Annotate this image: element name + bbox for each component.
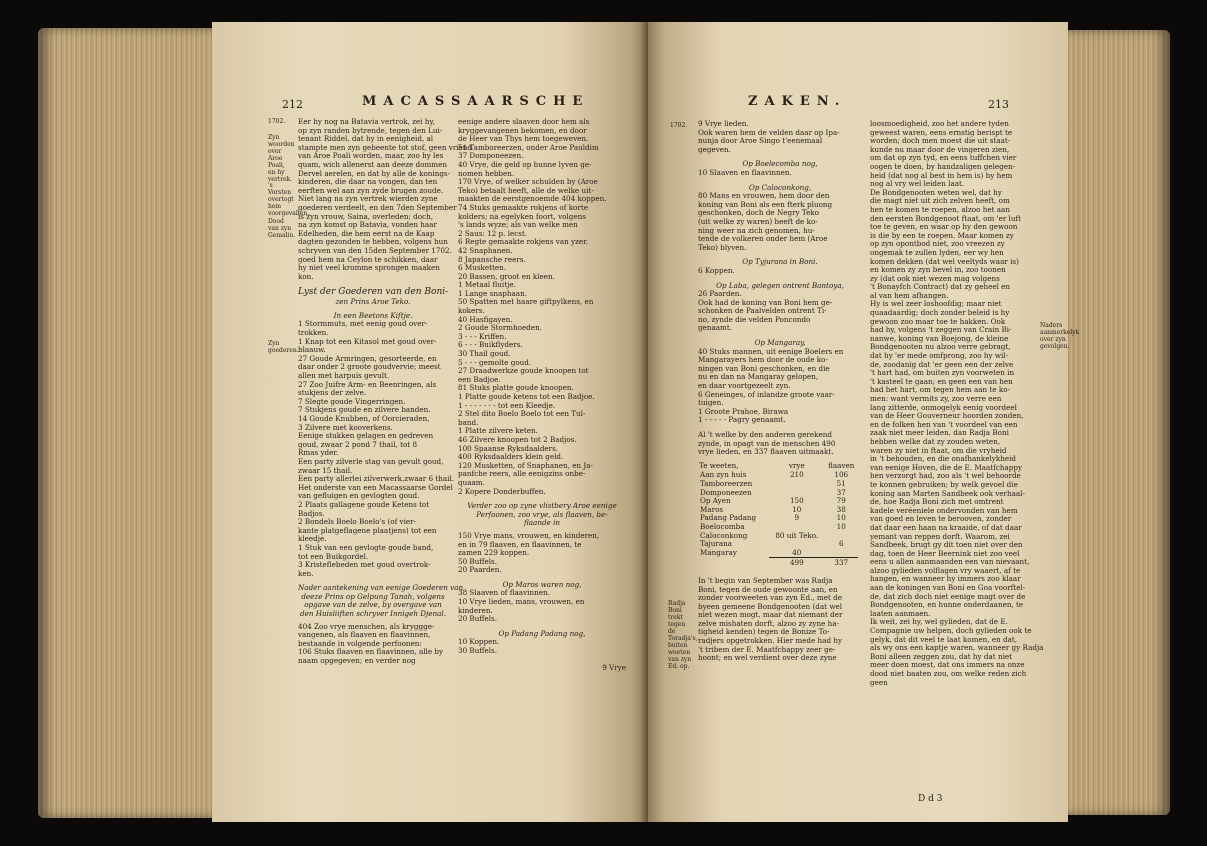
text-line: Teko) betaalt heeft, alle de welke uit- [458, 185, 594, 195]
text-line: 27 Goude Armringen, gesorteerde, en [298, 353, 437, 363]
text-line: 1 - - - - - - - tot een Kleedje. [458, 400, 556, 410]
text-line: allen met harpuis gevult. [298, 371, 390, 381]
text-line: 1 Stormmuts, met eenig goud over- [298, 319, 428, 329]
text-line: Bondgenooten, en hunne onderdaanen, te [870, 600, 1024, 610]
text-line: 't tribem der E. Maatfchappy zeer ge- [698, 644, 836, 654]
text-line: nog al vry wel leiden laat. [870, 179, 965, 189]
text-line: en daar voortgezeelt zyn. [698, 381, 791, 391]
text-line: 6 - - - Buikflyders. [458, 340, 523, 350]
subheading-tyjurana: Op Tyjurana in Boni. [742, 257, 818, 267]
text-line: nunja door Aroe Singo t'eenemaal [698, 136, 823, 146]
text-line: 2 Goude Stormhoeden. [458, 323, 543, 333]
table-cell [825, 549, 858, 558]
table-cell: 37 [836, 487, 846, 497]
text-line: stukjens der zelve. [298, 388, 367, 398]
text-line: 404 Zoo vrye menschen, als kryggge- [298, 621, 435, 631]
text-line: 2 Kopere Donderbuffen. [458, 486, 546, 496]
text-line: 51 Tamboreerzen, onder Aroe Pauldim [458, 142, 599, 152]
text-line: zynde, in opagt van de menschen 490 [698, 438, 836, 448]
subheading-laba: Op Laba, gelegen ontrent Bantoya, [716, 280, 844, 290]
text-line: tigheid kenden) tegen de Bonize To- [698, 627, 830, 637]
text-line: gelyk, dat dit veel te laat komen, en dat, [870, 634, 1018, 644]
text-line: 3 - - - Kriffen. [458, 331, 507, 341]
right-margin-year: 1702. [670, 122, 688, 129]
margin-note-2: 's Vorsten overtogt hem voorgevallen. [268, 182, 310, 217]
right-page [648, 22, 1080, 822]
text-line: 's lands wyze; als van welke men [458, 220, 578, 230]
text-line: 20 Paarden. [458, 565, 502, 575]
text-line: Eer hy nog na Batavia vertrok, zei hy, [298, 117, 435, 126]
text-line: Ook waren hem de velden daar op Ipa- [698, 127, 840, 137]
right-column-2 [870, 119, 1044, 687]
text-line: ongemak te zullen lyden, eer wy hen [870, 247, 1004, 257]
text-line: daar onder 2 groote goudvervie; meest [298, 362, 441, 372]
text-line: kryggevangenen bekomen, en door [458, 125, 587, 135]
table-row [698, 549, 858, 558]
text-line: Al 't welke by den anderen gerekend [698, 430, 832, 439]
text-line: 40 Hasfigayen. [458, 314, 513, 324]
text-line: 1 Knap tot een Kitasol met goud over- [298, 336, 437, 346]
text-line: laaten aanmaen. [870, 608, 931, 618]
text-line: gewoon zoo maar toe te hakken. Ook [870, 316, 1006, 326]
text-line: kunde nu maar door de vingeren zien, [870, 144, 1010, 154]
text-line: Edelheden, die hem eerst na de Kaap [298, 228, 435, 238]
text-line: quaam. [458, 477, 485, 487]
text-line: 1 Metaal fluitje. [458, 280, 516, 290]
text-line: vangenen, als flaaven en flaavinnen, [298, 630, 431, 640]
table-cell: 51 [836, 478, 846, 488]
margin-note-radja: Radja Boni trekt tegen de Toradja's, buiten weeten van zyn Ed. op. [668, 600, 698, 670]
text-line: 1 Platte zilvere keten. [458, 426, 538, 436]
text-line: had het hart, om tegen hem aan te ko- [870, 385, 1011, 395]
text-line: 106 Stuks flaaven en flaavinnen, alle by [298, 647, 444, 657]
text-line: hen te komen te roepen, alzoo het aan [870, 204, 1010, 214]
text-line: lang zitterde, onmogelyk eenig voordeel [870, 402, 1017, 412]
text-line: zy (dat ook niet wezen mag volgens [870, 273, 1000, 283]
text-line: 6 Musketten. [458, 263, 507, 273]
text-line: Teko) blyven. [698, 242, 747, 252]
text-line: niet wezen mogt, maar dat niemant der [698, 610, 843, 620]
table-cell: 150 [789, 496, 804, 506]
text-line: 5 - - - gemolte goud. [458, 357, 532, 367]
text-line: zaak niet meer leiden, dan Radja Boni [870, 428, 1009, 438]
text-line: byeen gemeene Bondgenooten (dat wel [698, 601, 843, 611]
text-line: 6 Regte gemaakte rokjens van yzer. [458, 237, 589, 247]
text-line: 20 Bassen, groot en kleen. [458, 271, 555, 281]
text-line: geweest waren, eens ernstig berispt te [870, 127, 1013, 137]
text-line: oogen te doen, by handzaligen gelegen- [870, 161, 1016, 171]
table-cell: 10 [836, 513, 846, 523]
text-line: men: want vermits zy, zoo verre een [870, 394, 1002, 403]
text-line: zonder voorweeten van zyn Ed., met de [698, 593, 843, 603]
text-line: Ook had de koning van Boni hem ge- [698, 297, 833, 307]
text-line: In 't begin van September was Radja [698, 575, 833, 585]
text-line: 40 Stuks mannen, uit eenige Boelers en [698, 346, 844, 356]
text-line: panfche reers, alle eenigzins onbe- [458, 469, 586, 479]
text-line: worden; doch men moest die uit staat- [870, 136, 1011, 146]
text-line: quaadaardig; doch zonder beleid is hy [870, 308, 1010, 318]
text-line: dag, toen de Heer Beernink niet zoo veel [870, 548, 1020, 558]
table-cell: Caloconkong [700, 530, 748, 540]
text-line: 2 Saus: 12 p. lecst. [458, 228, 528, 238]
text-line: 't hart had, om buiten zyn voorweten in [870, 368, 1015, 378]
text-line: van de Heer Gouverneur hoorden zonden, [870, 411, 1024, 421]
table-cell [769, 480, 824, 489]
table-cell: Tamboreerzen [700, 478, 753, 488]
text-line: den eersten Bondgenoot ftaat, om 'er luft [870, 213, 1022, 223]
subheading-maros: Op Maros waren nog, [502, 579, 582, 589]
subheading-kiftje: In een Beetons Kiftje. [333, 310, 413, 320]
table-cell: 38 [836, 504, 846, 514]
subheading-ayen-1: Verder zoo op zyne vlistbery Aroe eenige [467, 501, 617, 511]
note-heading-line-2: deeze Prins op Gelpung Tanah, volgens [301, 591, 445, 601]
signature-mark: D d 3 [918, 794, 943, 804]
margin-note-1: Zyn woorden over Aroe Poali, en hy vertrek. [268, 134, 295, 183]
text-line: nanwe, koning van Boejong, de kleine [870, 333, 1009, 343]
margin-year: 1702. [268, 118, 286, 125]
text-line: 't kasteel te gaan; en geen een van hen [870, 376, 1013, 386]
text-line: en komen zy zyn bevel in, zoo toonen [870, 265, 1006, 275]
text-line: 20 Buffels. [458, 614, 497, 624]
text-line: dood niet baaten zou, om welke reden zich [870, 669, 1027, 678]
text-line: 7 Slegte goude Vingerringen. [298, 396, 406, 406]
book-page-edges-right [1060, 30, 1170, 815]
text-line: schryven van den 15den September 1702. [298, 245, 452, 255]
text-line: 3 Kristeflebeden met goud overtrok- [298, 560, 431, 570]
text-line: Boni alleen zeggen zou, dat hy dat niet [870, 651, 1013, 661]
text-line: waren zy niet in ftaat, om die vryheid [870, 445, 1007, 455]
text-line: trokken. [298, 328, 329, 338]
text-line: van eenige Hoven, die de E. Maatfchappy [870, 462, 1023, 472]
text-line: kinderen, die daar na vongen, dan ten [298, 177, 438, 187]
table-cell: 10 [836, 521, 846, 531]
text-line: 42 Snaphanen. [458, 245, 513, 255]
text-line: kinderen. [458, 605, 493, 615]
text-line: 400 Ryksdaalders klein geld. [458, 452, 564, 462]
table-cell: Maros [700, 504, 724, 514]
text-line: 50 Buffels. [458, 556, 497, 566]
text-line: 1 Lange snaphaan. [458, 288, 528, 298]
table-cell: Boelocomba [700, 521, 745, 531]
text-line: van gefluigen en gevlogten goud. [298, 491, 420, 501]
text-line: Ik weit, zei hy, wel gylieden, dat de E. [870, 617, 1008, 627]
text-line: De Bondgenooten weten wel, dat hy [870, 187, 1002, 197]
text-line: dat hy 'er mede omfprong, zoo hy wil- [870, 351, 1009, 361]
text-line: koning van Boni als een fterk pluong [698, 199, 833, 209]
text-line: hy niet veel kromme sprongen maaken [298, 263, 440, 273]
right-page-number: 213 [988, 98, 1009, 111]
text-line: Sandbeek, brugt gy dit toen niet over den [870, 540, 1023, 550]
text-line: tot een Buikgordel. [298, 551, 369, 561]
note-heading-line-3: opgave van de zelve, by overgave van [304, 600, 442, 610]
text-line: nu en dan na Mangaray gelopen, [698, 372, 819, 382]
text-line: stampte men zyn gebeente tot stof, geen vriend [298, 142, 473, 152]
subheading-padang: Op Padang Padang nog, [498, 628, 586, 638]
text-line: 30 Buffels. [458, 646, 497, 656]
text-line: hen verzorgt had, zoo als 't wel behoorde [870, 471, 1021, 481]
total-slaaven: 337 [825, 558, 858, 569]
text-line: om dat op zyn tyd, en eens tuffchen vier [870, 153, 1017, 163]
text-line: had hy, volgens 't zeggen van Crain Bi- [870, 325, 1012, 335]
text-line: Een party zilverle stag van gevult goud, [298, 456, 444, 466]
text-line: en de folken hen van 't voordeel van een [870, 419, 1018, 429]
table-cell: 6 [838, 539, 844, 549]
text-line: blaauw. [298, 345, 326, 355]
text-line: nomen hebben. [458, 168, 515, 178]
text-line: op zyn randen bytrende, tegen den Lui- [298, 125, 443, 135]
text-line: 46 Zilvere knoopen tot 2 Badjos. [458, 434, 577, 444]
text-line: ning weer na zich genomen, hu- [698, 225, 815, 235]
text-line: Rmas yder. [298, 448, 339, 458]
text-line: kolders; na egelyken foort, volgens [458, 211, 586, 221]
text-line: is zyn vrouw, Saina, overleden; doch, [298, 211, 434, 221]
text-line: Een party allerlei zilverwerk,zwaar 6 thail. [298, 474, 455, 484]
text-line: 6 Geneinges, of inlandze groote vaar- [698, 389, 835, 399]
text-line: 3 Zilvere met kooverkens. [298, 422, 393, 432]
text-line: kleedje. [298, 534, 327, 544]
text-line: 27 Zoo Juifre Arm- en Beenringen, als [298, 379, 437, 389]
text-line: 8 Japansche reers. [458, 254, 526, 264]
table-cell: 40 [792, 547, 802, 557]
text-line: al van hem afhangen. [870, 290, 949, 300]
population-table [698, 461, 858, 569]
text-line: heid (dat nog al best in hem is) hy hem [870, 170, 1013, 180]
text-line: kokers. [458, 306, 485, 316]
text-line: 74 Stuks gemaakte rokjens of korte [458, 202, 588, 212]
text-line: Badjos. [298, 508, 325, 518]
text-line: Eenige stukken gelagen en gedreven [298, 431, 434, 441]
text-line: 100 Spaanse Ryksdaalders. [458, 443, 559, 453]
text-line: dagten gezonden te hebben, volgens hun [298, 237, 448, 247]
text-line: kante platgeflagene plaatjens) tot een [298, 525, 437, 535]
table-cell: Mangaray [700, 547, 737, 557]
text-line: 150 Vrye mans, vrouwen, en kinderen, [458, 530, 600, 540]
subheading-mangaray: Op Mangaray, [754, 338, 806, 348]
text-line: schonken de Paalvelden ontrent Ti- [698, 306, 827, 316]
table-cell: 79 [836, 496, 846, 506]
text-line: gegeven. [698, 144, 731, 154]
text-line: tenant Riddel, dat hy in eenigheid, al [298, 134, 434, 144]
text-line: alzoo gylieden volflagen vry waaert, af te [870, 565, 1021, 575]
table-header-cell: Te weeten, [699, 460, 739, 470]
table-cell: Op Ayen [700, 496, 731, 506]
text-line: koning aan Marten Sandbeek ook verhaal- [870, 488, 1025, 498]
text-line: aan de koningen van Boni en Goa voorftel- [870, 583, 1026, 593]
text-line: Mangarayers hem door de oude ko- [698, 355, 828, 365]
text-line: bestaande in volgende perfoonen: [298, 638, 422, 648]
text-line: 38 Slaaven of flaavinnen. [458, 588, 550, 598]
text-line: Bondgenooten nu alzoo verre gebragt, [870, 342, 1011, 352]
text-line: 40 Vrye, die geld op hunne lyven ge- [458, 159, 592, 169]
text-line: is die by een te roepen. Maar komen zy [870, 230, 1014, 240]
text-line: 9 Vrye lieden. [698, 119, 749, 128]
text-line: ken. [298, 568, 314, 578]
table-cell: 210 [789, 470, 804, 480]
subheading-ayen-3: flaande in [523, 518, 561, 528]
text-line: 37 Domponeezen. [458, 151, 524, 161]
right-column-1 [698, 120, 862, 663]
table-cell: Aan zyn huis [700, 470, 747, 480]
text-line: van goed en leven te berooven, zonder [870, 514, 1012, 524]
subheading-caloconkong: Op Caloconkong, [748, 182, 812, 192]
text-line: 27 Draadwerkze goude knoopen tot [458, 366, 589, 376]
table-cell: 9 [794, 513, 800, 523]
text-line: een Badjoe. [458, 374, 501, 384]
list-heading: Lyst der Goederen van den Boni- [298, 287, 449, 298]
text-line: zelve mishaten dorft, alzoo zy zyne ha- [698, 618, 839, 628]
text-line: dat daar een haan na kraaide, of dat daar [870, 522, 1022, 532]
text-line: genaamt. [698, 323, 733, 333]
margin-note-4: Zyn goederen. [268, 340, 299, 354]
text-line: tende de volkeren onder hem (Aroe [698, 234, 828, 244]
text-line: band. [458, 417, 479, 427]
catchword: 9 Vrye [602, 662, 626, 672]
text-line: tuigen. [698, 398, 724, 408]
text-line: 10 Koppen. [458, 637, 500, 647]
text-line: hebben welke dat zy zouden weten, [870, 436, 1001, 446]
text-line: 120 Musketten, of Snaphanen, en Ja- [458, 460, 593, 470]
text-line: Boni, tegen de oude gewoonte aan, en [698, 584, 838, 594]
text-line: 1 Groote Prahoe, Birawa [698, 406, 789, 416]
text-line: van Aroe Poali worden, maar, zoo hy les [298, 151, 444, 161]
text-line: Dervel aerelen, en dat hy alle de konings- [298, 168, 451, 178]
left-page-number: 212 [282, 98, 303, 111]
left-running-head: MACASSAARSCHE [362, 94, 590, 109]
list-heading-2: zen Prins Aroe Teko. [335, 297, 411, 307]
text-line: no, zynde die velden Poncondo [698, 314, 811, 324]
text-line: eerften wel aan zyn zyde brugen zoude. [298, 185, 444, 195]
table-cell: Tajurana [700, 539, 733, 549]
text-line: die magt niet uit zich zelven heeft, om [870, 196, 1010, 206]
subheading-boelecomba: Op Boelecomba nog, [742, 159, 818, 169]
text-line: 14 Goude Knubben, of Oorcieraden, [298, 414, 430, 423]
text-line: zamen 229 koppen. [458, 548, 530, 558]
text-line: yemant van reppen dorft. Waarom, zei [870, 531, 1010, 541]
total-vrye: 499 [769, 558, 824, 569]
text-line: geen [870, 677, 888, 687]
text-line: ningen van Boni geschonken, en die [698, 363, 830, 373]
left-page [212, 22, 648, 822]
text-line: 1 Stuk van een gevlogte goude band, [298, 542, 434, 552]
text-line: hoont; en wel verdient over deze zyne [698, 653, 837, 663]
text-line: kon. [298, 271, 314, 281]
text-line: de, zoodanig dat 'er geen een der zelve [870, 359, 1014, 369]
text-line: Niet lang na zyn vertrek wierden zyne [298, 194, 438, 204]
table-cell: 10 [792, 504, 802, 514]
text-line: hangen, en wanneer hy immers zoo klaar [870, 574, 1021, 584]
text-line: 10 Slaaven en flaavinnen. [698, 167, 792, 177]
text-line: 1 - - - - - Pagry genaamt. [698, 415, 786, 425]
subheading-ayen-2: Perfoonen, zoo vrye, als flaaven, be- [476, 509, 608, 519]
text-line: 2 Plaats gallagene goude Ketens tot [298, 499, 430, 509]
text-line: 6 Koppen. [698, 265, 735, 275]
text-line: naam opgegeven; en verder nog [298, 656, 416, 666]
text-line: 81 Stuks platte goude knoopen. [458, 383, 574, 393]
text-line: goud, zwaar 2 pond 7 thail, tot 8 [298, 439, 418, 449]
text-line: de, dat zich doch niet eenige magt over de [870, 591, 1026, 601]
table-cell: 80 uit Teko. [775, 530, 819, 540]
text-line: zwaar 15 thail. [298, 465, 353, 475]
text-line: Het onderste van een Macassaarse Gordel [298, 482, 453, 492]
text-line: meer doen moest, dat ons immers na onze [870, 660, 1025, 670]
text-line: Compagnie uw helpen, doch gylieden ook te [870, 626, 1032, 636]
left-column-2 [458, 118, 626, 672]
margin-note-naders: Naders aanmerkelyk over zyn gevolgen. [1040, 322, 1080, 350]
text-line: de Heer van Thys hem toegeweven. [458, 134, 589, 144]
table-header-cell: vrye [788, 460, 805, 470]
text-line: maakten de eerstgenoemde 404 koppen. [458, 194, 607, 204]
text-line: 26 Paarden. [698, 289, 742, 299]
text-line: 50 Spatten met haare giftpylkens, en [458, 297, 594, 307]
text-line: eenige andere slaaven door hem als [458, 117, 590, 126]
text-line: geschonken, doch de Negry Teko [698, 208, 820, 218]
text-line: goed hem na Ceylon te schikken, daar [298, 254, 438, 264]
note-heading-line-1: Nader aantekening van eenige Goederen van [298, 583, 464, 593]
text-line: 170 Vrye, of welker schulden by (Aroe [458, 177, 598, 187]
text-line: 2 Bondels Boelo Boelo's (of vier- [298, 517, 416, 527]
text-line: loosmoedigheid, zoo het andere tyden [870, 119, 1009, 128]
text-line: Hy is wel zeer loshoofdig; maar niet [870, 299, 1002, 309]
text-line: in 't behouden, en die onafhankelykheid [870, 454, 1017, 464]
text-line: kadele veréeniele ondervonden van hem [870, 505, 1018, 515]
text-line: radjers opgetrokken. Hier mede had hy [698, 636, 843, 646]
table-cell: Domponeezen [700, 487, 752, 497]
text-line: op zyn opontbod niet, zoo vreezen zy [870, 239, 1005, 249]
text-line: 30 Thail goud. [458, 349, 511, 359]
text-line: 1 Platte goude ketens tot een Badjoe. [458, 392, 595, 401]
margin-note-3: Dood van zyn Gemalin. [268, 218, 296, 239]
text-line: vrye lieden, en 337 flaaven uitmaakt. [698, 447, 834, 457]
text-line: toe te geven, en waar op hy den gewoon [870, 222, 1018, 232]
table-totals [698, 558, 858, 569]
table-cell: 106 [834, 470, 849, 480]
table-header-cell: flaaven [828, 460, 855, 470]
text-line: eens u allen aanmaanden een van nievaant, [870, 557, 1030, 567]
right-running-head: ZAKEN. [748, 94, 847, 109]
text-line: komen dekken (dat wel veeltyds waar is) [870, 256, 1019, 266]
text-line: (uit welke zy waren) heeft de ko- [698, 216, 818, 226]
text-line: 7 Stukjens goude en zilvere banden. [298, 405, 431, 415]
text-line: 't Bonayfch Contract) dat zy geheel en [870, 282, 1011, 292]
text-line: als wy ons een kaptje waren, wanneer gy Radja [870, 643, 1044, 653]
text-line: quam, wich allenerst aan deeze dommen [298, 159, 447, 169]
text-line: de, hoe Radja Boni zich met omtrent [870, 497, 1004, 507]
text-line: 80 Mans en vrouwen, hem door den [698, 191, 830, 201]
text-line: te konnen gebruiken; by welk gevoel die [870, 479, 1018, 489]
text-line: en in 79 flaaven, en flaavinnen, te [458, 539, 582, 549]
table-cell: Padang Padang [700, 513, 757, 523]
book-page-edges-left [38, 28, 218, 818]
text-line: na zyn komst op Batavia, vonden haar [298, 220, 437, 230]
text-line: goederen verdeelt, en den 7den September [298, 202, 457, 212]
note-heading-line-4: den Huisliiften schryver Innigeh Djenal. [299, 609, 447, 619]
text-line: 2 Stel dito Boelo Boelo tot een Tul- [458, 409, 586, 419]
text-line: 10 Vrye lieden, mans, vrouwen, en [458, 597, 585, 607]
